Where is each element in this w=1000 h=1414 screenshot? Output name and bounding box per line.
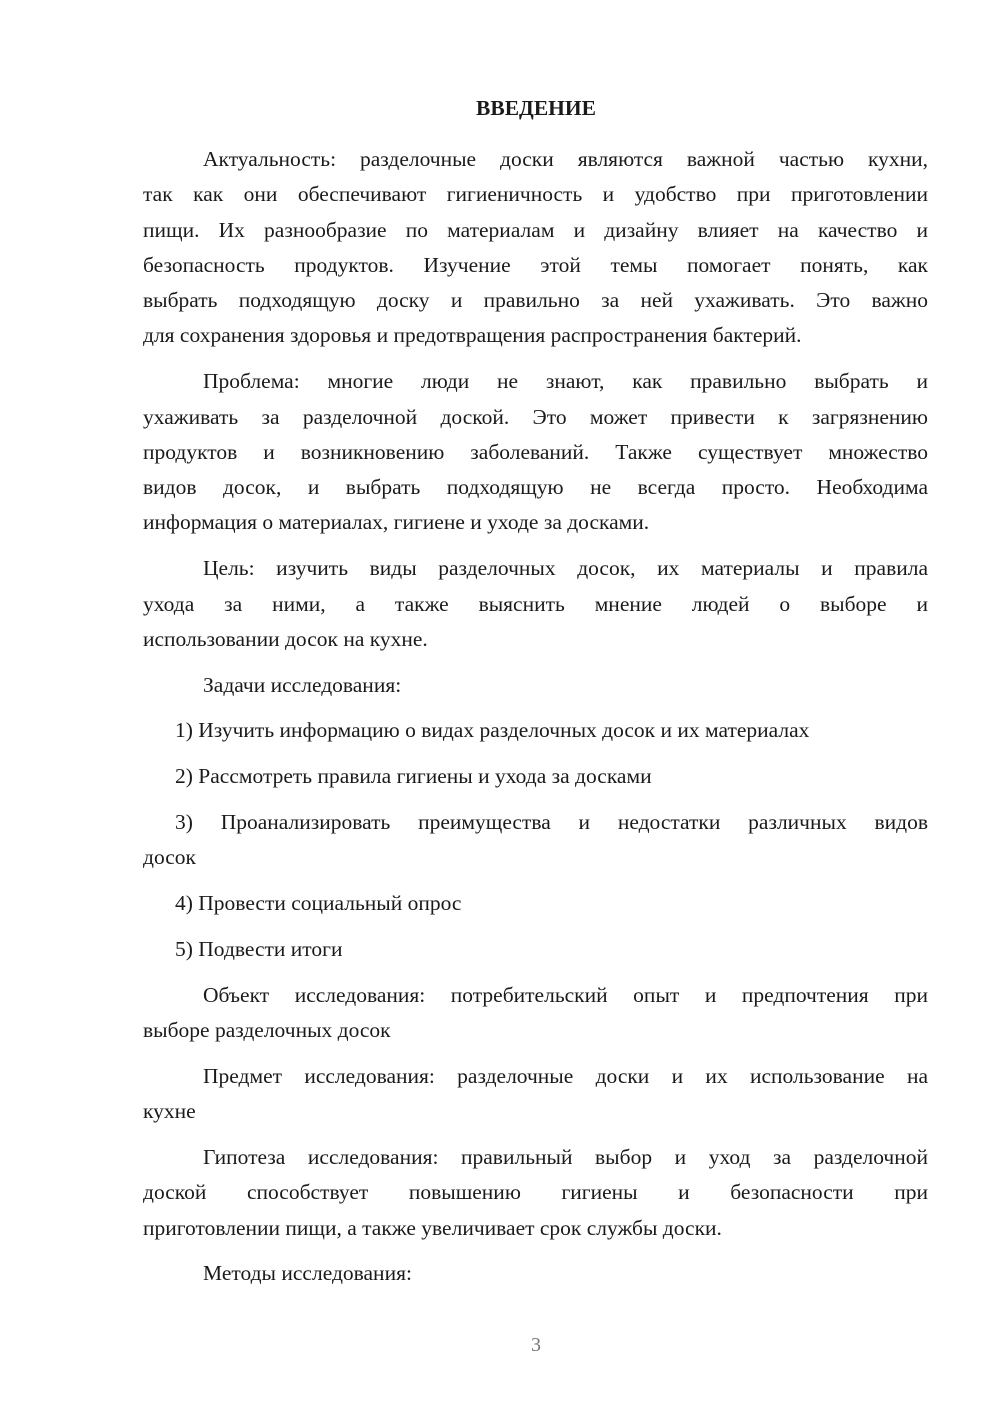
text-line: доской способствует повышению гигиены и безопасности при (143, 1180, 928, 1205)
text-line: 1) Изучить информацию о видах разделочных досок и их материалах (175, 718, 810, 743)
text-line: 3) Проанализировать преимущества и недостатки различных видов (175, 810, 928, 835)
text-line: досок (143, 845, 196, 870)
text-line: для сохранения здоровья и предотвращения распространения бактерий. (143, 323, 802, 348)
text-line: Предмет исследования: разделочные доски и их использование на (203, 1063, 928, 1088)
text-line: Цель: изучить виды разделочных досок, их материалы и правила (203, 556, 928, 581)
paragraph (143, 1059, 928, 1130)
text-line: Актуальность: разделочные доски являются важной частью кухни, (203, 147, 928, 171)
paragraph (143, 759, 928, 794)
paragraph (143, 805, 928, 876)
text-line: 5) Подвести итоги (175, 936, 343, 961)
text-line: Объект исследования: потребительский опыт и предпочтения при (203, 982, 928, 1007)
text-line: 2) Рассмотреть правила гигиены и ухода за досками (175, 764, 652, 789)
paragraph (143, 1256, 928, 1291)
paragraph (143, 551, 928, 657)
paragraph (143, 1140, 928, 1246)
text-line: Задачи исследования: (203, 672, 402, 697)
text-line: так как они обеспечивают гигиеничность и удобство при приготовлении (143, 182, 928, 207)
paragraph (143, 713, 928, 748)
text-line: пищи. Их разнообразие по материалам и дизайну влияет на качество и (143, 217, 928, 242)
text-line: 4) Провести социальный опрос (175, 891, 462, 916)
text-line: видов досок, и выбрать подходящую не всегда просто. Необходима (143, 475, 928, 500)
paragraph (143, 364, 928, 540)
paragraph (143, 886, 928, 921)
page-number: 3 (531, 1334, 541, 1356)
document-body (143, 142, 928, 1292)
section-heading: ВВЕДЕНИЕ (476, 96, 596, 120)
paragraph (143, 668, 928, 703)
text-line: Методы исследования: (203, 1261, 412, 1286)
text-line: Гипотеза исследования: правильный выбор и уход за разделочной (203, 1144, 928, 1169)
text-line: выборе разделочных досок (143, 1018, 391, 1043)
paragraph (143, 978, 928, 1049)
text-line: приготовлении пищи, а также увеличивает срок службы доски. (143, 1215, 722, 1240)
text-line: ухаживать за разделочной доской. Это может привести к загрязнению (143, 404, 928, 429)
text-line: продуктов и возникновению заболеваний. Также существует множество (143, 439, 928, 464)
paragraph (143, 932, 928, 967)
text-line: Проблема: многие люди не знают, как правильно выбрать и (203, 369, 928, 394)
text-line: выбрать подходящую доску и правильно за ней ухаживать. Это важно (143, 288, 928, 313)
text-line: использовании досок на кухне. (143, 626, 428, 651)
text-line: информация о материалах, гигиене и уходе за досками. (143, 510, 650, 535)
text-line: кухне (143, 1099, 196, 1124)
paragraph (143, 142, 928, 354)
text-line: безопасность продуктов. Изучение этой темы помогает понять, как (143, 252, 928, 277)
text-line: ухода за ними, а также выяснить мнение людей о выборе и (143, 591, 928, 616)
